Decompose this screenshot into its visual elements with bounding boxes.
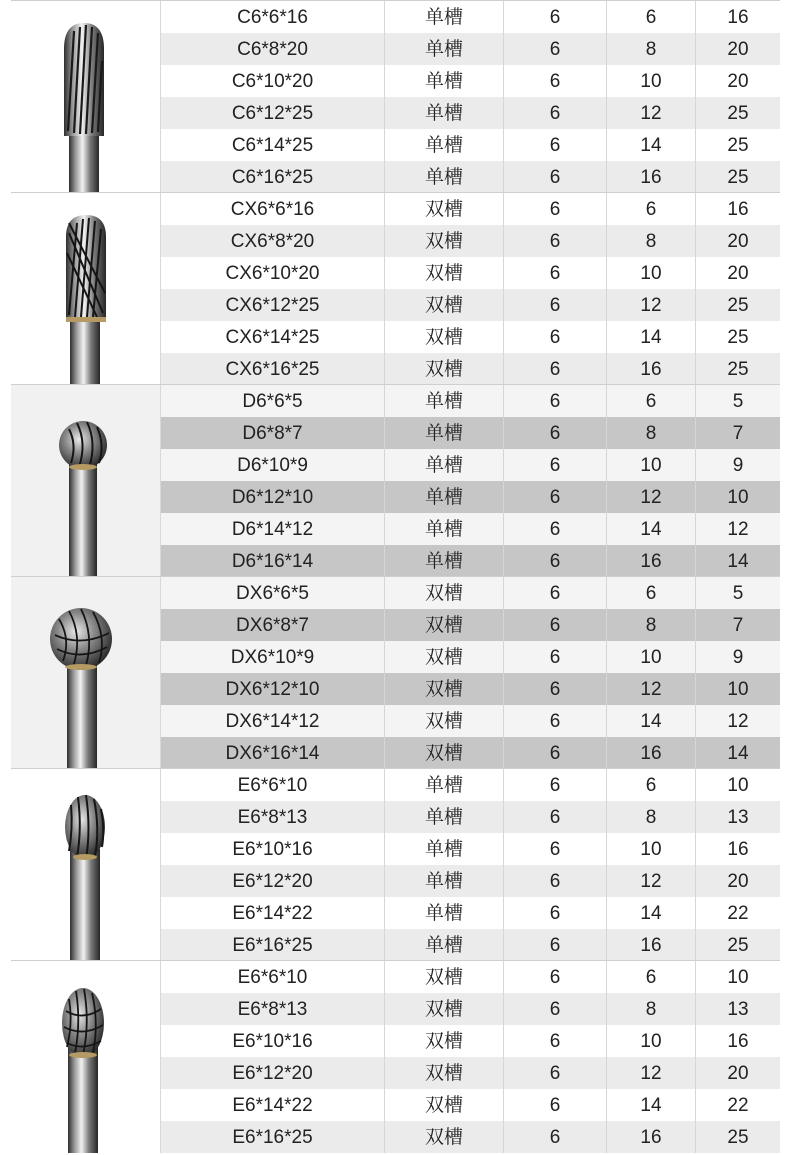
model-cell: D6*16*14 <box>161 545 385 577</box>
head-length-cell: 20 <box>727 871 749 892</box>
head-diameter-cell: 10 <box>607 257 696 289</box>
head-length-cell: 22 <box>727 903 749 924</box>
table-row <box>161 673 780 705</box>
model-cell: E6*16*25 <box>161 929 385 961</box>
head-length-cell: 16 <box>727 1031 749 1052</box>
shank-diameter-cell: 6 <box>504 577 607 609</box>
flute-type-cell: 单槽 <box>385 161 504 193</box>
flute-type-cell: 单槽 <box>385 385 504 417</box>
table-row <box>161 961 780 993</box>
table-row <box>161 737 780 769</box>
model-cell: E6*8*13 <box>161 993 385 1025</box>
head-length-cell: 12 <box>727 711 749 732</box>
head-diameter-cell: 16 <box>607 545 696 577</box>
spec-rows <box>161 193 780 385</box>
shank-diameter-cell: 6 <box>504 65 607 97</box>
flute-type-cell: 单槽 <box>385 865 504 897</box>
head-diameter-cell: 10 <box>607 65 696 97</box>
burr-photo-cell <box>11 385 161 577</box>
head-length-cell: 25 <box>727 327 749 348</box>
shank-diameter-cell: 6 <box>504 1089 607 1121</box>
table-row <box>161 1 780 33</box>
table-row <box>161 865 780 897</box>
model-cell: E6*8*13 <box>161 801 385 833</box>
table-row <box>161 65 780 97</box>
head-length-cell: 25 <box>727 359 749 380</box>
head-diameter-cell: 6 <box>607 385 696 417</box>
oval-double-cut-burr-icon <box>11 961 161 1153</box>
spec-rows <box>161 769 780 961</box>
shank-diameter-cell: 6 <box>504 609 607 641</box>
head-length-cell: 20 <box>727 231 749 252</box>
spec-rows <box>161 961 780 1153</box>
table-row <box>161 129 780 161</box>
table-row <box>161 353 780 385</box>
shank-diameter-cell: 6 <box>504 257 607 289</box>
model-cell: D6*8*7 <box>161 417 385 449</box>
flute-type-cell: 双槽 <box>385 609 504 641</box>
shank-diameter-cell: 6 <box>504 417 607 449</box>
model-cell: E6*12*20 <box>161 865 385 897</box>
head-diameter-cell: 8 <box>607 225 696 257</box>
shank-diameter-cell: 6 <box>504 513 607 545</box>
cylinder-double-cut-burr-icon <box>11 193 161 385</box>
head-length-cell: 25 <box>727 103 749 124</box>
head-length-cell: 20 <box>727 71 749 92</box>
flute-type-cell: 单槽 <box>385 833 504 865</box>
flute-type-cell: 单槽 <box>385 481 504 513</box>
flute-type-cell: 单槽 <box>385 417 504 449</box>
spec-group-d <box>11 384 780 577</box>
flute-type-cell: 双槽 <box>385 353 504 385</box>
head-length-cell: 25 <box>727 295 749 316</box>
flute-type-cell: 双槽 <box>385 577 504 609</box>
model-cell: C6*12*25 <box>161 97 385 129</box>
head-diameter-cell: 12 <box>607 97 696 129</box>
head-length-cell: 10 <box>727 487 749 508</box>
flute-type-cell: 双槽 <box>385 321 504 353</box>
model-cell: DX6*16*14 <box>161 737 385 769</box>
model-cell: C6*14*25 <box>161 129 385 161</box>
head-length-cell: 7 <box>732 423 744 444</box>
flute-type-cell: 双槽 <box>385 1089 504 1121</box>
head-diameter-cell: 16 <box>607 1121 696 1153</box>
shank-diameter-cell: 6 <box>504 33 607 65</box>
head-diameter-cell: 8 <box>607 801 696 833</box>
table-row <box>161 609 780 641</box>
head-length-cell: 20 <box>727 1063 749 1084</box>
table-row <box>161 1089 780 1121</box>
shank-diameter-cell: 6 <box>504 737 607 769</box>
flute-type-cell: 单槽 <box>385 129 504 161</box>
shank-diameter-cell: 6 <box>504 385 607 417</box>
head-length-cell: 9 <box>732 455 744 476</box>
burr-photo-cell <box>11 1 161 193</box>
model-cell: D6*10*9 <box>161 449 385 481</box>
head-diameter-cell: 6 <box>607 961 696 993</box>
model-cell: E6*6*10 <box>161 961 385 993</box>
table-row <box>161 1025 780 1057</box>
head-length-cell: 25 <box>727 167 749 188</box>
flute-type-cell: 单槽 <box>385 449 504 481</box>
table-row <box>161 33 780 65</box>
shank-diameter-cell: 6 <box>504 97 607 129</box>
shank-diameter-cell: 6 <box>504 769 607 801</box>
shank-diameter-cell: 6 <box>504 1057 607 1089</box>
model-cell: E6*16*25 <box>161 1121 385 1153</box>
table-row <box>161 193 780 225</box>
head-diameter-cell: 8 <box>607 417 696 449</box>
head-diameter-cell: 16 <box>607 737 696 769</box>
flute-type-cell: 双槽 <box>385 193 504 225</box>
spec-group-dx <box>11 576 780 769</box>
table-row <box>161 1121 780 1153</box>
ball-burr-icon <box>11 385 161 577</box>
head-length-cell: 20 <box>727 263 749 284</box>
head-diameter-cell: 10 <box>607 449 696 481</box>
flute-type-cell: 单槽 <box>385 97 504 129</box>
spec-group-cx <box>11 192 780 385</box>
head-length-cell: 16 <box>727 7 749 28</box>
table-row <box>161 257 780 289</box>
model-cell: CX6*6*16 <box>161 193 385 225</box>
head-diameter-cell: 14 <box>607 897 696 929</box>
flute-type-cell: 单槽 <box>385 1 504 33</box>
head-diameter-cell: 6 <box>607 1 696 33</box>
shank-diameter-cell: 6 <box>504 289 607 321</box>
table-row <box>161 641 780 673</box>
head-diameter-cell: 8 <box>607 33 696 65</box>
flute-type-cell: 双槽 <box>385 1057 504 1089</box>
shank-diameter-cell: 6 <box>504 801 607 833</box>
head-diameter-cell: 10 <box>607 833 696 865</box>
head-diameter-cell: 6 <box>607 193 696 225</box>
shank-diameter-cell: 6 <box>504 929 607 961</box>
flute-type-cell: 单槽 <box>385 33 504 65</box>
head-length-cell: 5 <box>732 391 744 412</box>
model-cell: CX6*16*25 <box>161 353 385 385</box>
head-diameter-cell: 14 <box>607 513 696 545</box>
table-row <box>161 769 780 801</box>
table-row <box>161 705 780 737</box>
head-length-cell: 14 <box>727 551 749 572</box>
table-row <box>161 385 780 417</box>
flute-type-cell: 双槽 <box>385 1121 504 1153</box>
shank-diameter-cell: 6 <box>504 865 607 897</box>
flute-type-cell: 单槽 <box>385 65 504 97</box>
head-diameter-cell: 14 <box>607 1089 696 1121</box>
model-cell: D6*14*12 <box>161 513 385 545</box>
flute-type-cell: 双槽 <box>385 993 504 1025</box>
flute-type-cell: 单槽 <box>385 545 504 577</box>
table-row <box>161 161 780 193</box>
model-cell: E6*14*22 <box>161 1089 385 1121</box>
head-length-cell: 7 <box>732 615 744 636</box>
head-diameter-cell: 12 <box>607 673 696 705</box>
model-cell: E6*10*16 <box>161 1025 385 1057</box>
shank-diameter-cell: 6 <box>504 1025 607 1057</box>
shank-diameter-cell: 6 <box>504 129 607 161</box>
model-cell: DX6*8*7 <box>161 609 385 641</box>
head-length-cell: 16 <box>727 199 749 220</box>
flute-type-cell: 单槽 <box>385 801 504 833</box>
head-length-cell: 10 <box>727 679 749 700</box>
model-cell: CX6*14*25 <box>161 321 385 353</box>
head-diameter-cell: 8 <box>607 993 696 1025</box>
head-length-cell: 10 <box>727 775 749 796</box>
spec-rows <box>161 577 780 769</box>
table-row <box>161 481 780 513</box>
flute-type-cell: 双槽 <box>385 1025 504 1057</box>
flute-type-cell: 双槽 <box>385 737 504 769</box>
table-row <box>161 929 780 961</box>
table-row <box>161 513 780 545</box>
table-row <box>161 97 780 129</box>
burr-photo-cell <box>11 577 161 769</box>
table-row <box>161 801 780 833</box>
head-length-cell: 13 <box>727 999 749 1020</box>
head-length-cell: 25 <box>727 935 749 956</box>
head-diameter-cell: 6 <box>607 577 696 609</box>
head-diameter-cell: 12 <box>607 865 696 897</box>
table-row <box>161 417 780 449</box>
shank-diameter-cell: 6 <box>504 993 607 1025</box>
head-length-cell: 25 <box>727 1127 749 1148</box>
spec-rows <box>161 385 780 577</box>
model-cell: CX6*8*20 <box>161 225 385 257</box>
shank-diameter-cell: 6 <box>504 961 607 993</box>
shank-diameter-cell: 6 <box>504 705 607 737</box>
head-diameter-cell: 12 <box>607 289 696 321</box>
flute-type-cell: 双槽 <box>385 961 504 993</box>
model-cell: D6*6*5 <box>161 385 385 417</box>
shank-diameter-cell: 6 <box>504 1 607 33</box>
shank-diameter-cell: 6 <box>504 161 607 193</box>
flute-type-cell: 双槽 <box>385 289 504 321</box>
model-cell: DX6*10*9 <box>161 641 385 673</box>
model-cell: E6*12*20 <box>161 1057 385 1089</box>
head-diameter-cell: 16 <box>607 929 696 961</box>
model-cell: C6*8*20 <box>161 33 385 65</box>
flute-type-cell: 单槽 <box>385 513 504 545</box>
head-length-cell: 14 <box>727 743 749 764</box>
model-cell: C6*10*20 <box>161 65 385 97</box>
model-cell: DX6*14*12 <box>161 705 385 737</box>
flute-type-cell: 双槽 <box>385 641 504 673</box>
head-length-cell: 5 <box>732 583 744 604</box>
model-cell: DX6*12*10 <box>161 673 385 705</box>
flute-type-cell: 双槽 <box>385 257 504 289</box>
head-length-cell: 16 <box>727 839 749 860</box>
head-diameter-cell: 16 <box>607 161 696 193</box>
table-row <box>161 449 780 481</box>
head-diameter-cell: 10 <box>607 641 696 673</box>
model-cell: DX6*6*5 <box>161 577 385 609</box>
model-cell: E6*6*10 <box>161 769 385 801</box>
shank-diameter-cell: 6 <box>504 833 607 865</box>
table-row <box>161 289 780 321</box>
shank-diameter-cell: 6 <box>504 321 607 353</box>
head-diameter-cell: 14 <box>607 705 696 737</box>
shank-diameter-cell: 6 <box>504 673 607 705</box>
shank-diameter-cell: 6 <box>504 449 607 481</box>
table-row <box>161 545 780 577</box>
shank-diameter-cell: 6 <box>504 1121 607 1153</box>
table-row <box>161 833 780 865</box>
head-diameter-cell: 12 <box>607 481 696 513</box>
model-cell: D6*12*10 <box>161 481 385 513</box>
shank-diameter-cell: 6 <box>504 193 607 225</box>
model-cell: E6*10*16 <box>161 833 385 865</box>
head-diameter-cell: 14 <box>607 321 696 353</box>
model-cell: CX6*10*20 <box>161 257 385 289</box>
spec-group-c <box>11 0 780 193</box>
head-diameter-cell: 10 <box>607 1025 696 1057</box>
table-row <box>161 577 780 609</box>
table-row <box>161 225 780 257</box>
ball-double-cut-burr-icon <box>11 577 161 769</box>
flute-type-cell: 双槽 <box>385 673 504 705</box>
head-length-cell: 9 <box>732 647 744 668</box>
shank-diameter-cell: 6 <box>504 225 607 257</box>
oval-burr-icon <box>11 769 161 961</box>
model-cell: CX6*12*25 <box>161 289 385 321</box>
spec-rows <box>161 1 780 193</box>
head-length-cell: 20 <box>727 39 749 60</box>
shank-diameter-cell: 6 <box>504 897 607 929</box>
burr-photo-cell <box>11 961 161 1153</box>
head-length-cell: 10 <box>727 967 749 988</box>
shank-diameter-cell: 6 <box>504 641 607 673</box>
table-row <box>161 993 780 1025</box>
head-length-cell: 13 <box>727 807 749 828</box>
shank-diameter-cell: 6 <box>504 353 607 385</box>
shank-diameter-cell: 6 <box>504 545 607 577</box>
table-row <box>161 897 780 929</box>
spec-group-ex <box>11 960 780 1153</box>
model-cell: E6*14*22 <box>161 897 385 929</box>
head-length-cell: 25 <box>727 135 749 156</box>
flute-type-cell: 单槽 <box>385 897 504 929</box>
table-row <box>161 1057 780 1089</box>
cylinder-burr-icon <box>11 1 161 193</box>
burr-photo-cell <box>11 193 161 385</box>
spec-group-e <box>11 768 780 961</box>
model-cell: C6*6*16 <box>161 1 385 33</box>
flute-type-cell: 双槽 <box>385 225 504 257</box>
head-length-cell: 22 <box>727 1095 749 1116</box>
head-diameter-cell: 16 <box>607 353 696 385</box>
head-diameter-cell: 6 <box>607 769 696 801</box>
model-cell: C6*16*25 <box>161 161 385 193</box>
table-row <box>161 321 780 353</box>
flute-type-cell: 单槽 <box>385 929 504 961</box>
head-diameter-cell: 12 <box>607 1057 696 1089</box>
head-diameter-cell: 8 <box>607 609 696 641</box>
burr-photo-cell <box>11 769 161 961</box>
shank-diameter-cell: 6 <box>504 481 607 513</box>
flute-type-cell: 单槽 <box>385 769 504 801</box>
flute-type-cell: 双槽 <box>385 705 504 737</box>
head-diameter-cell: 14 <box>607 129 696 161</box>
head-length-cell: 12 <box>727 519 749 540</box>
